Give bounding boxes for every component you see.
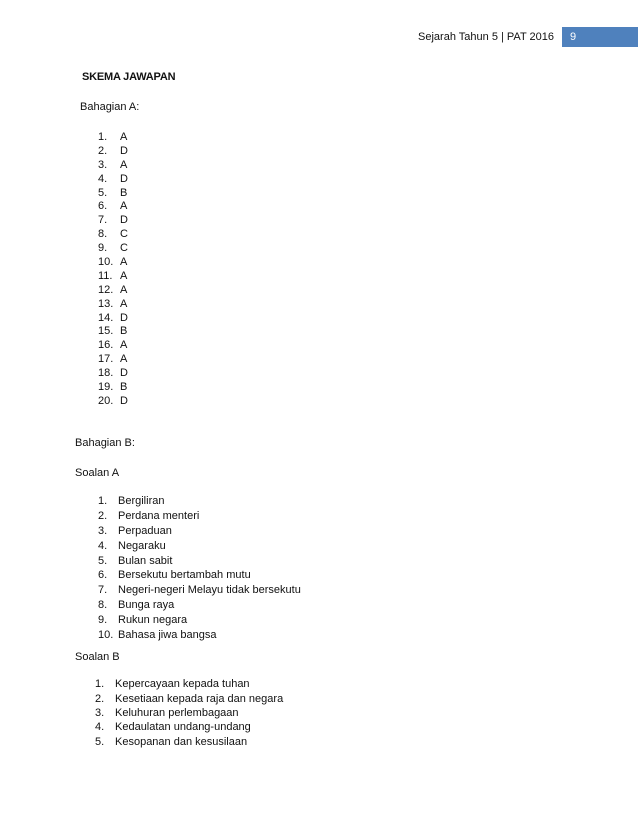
item-text: B [120, 186, 128, 199]
soalan-a-heading: Soalan A [75, 467, 120, 479]
item-text: Negeri-negeri Melayu tidak bersekutu [118, 584, 301, 597]
item-number: 2. [95, 692, 105, 705]
item-text: D [120, 367, 128, 380]
soalan-b-heading: Soalan B [75, 651, 120, 663]
list-item [98, 241, 128, 255]
list-item [98, 627, 301, 642]
item-number: 5. [98, 554, 108, 567]
list-item [98, 213, 128, 227]
item-text: B [120, 380, 128, 393]
list-item [98, 324, 128, 338]
item-number: 19. [98, 380, 114, 393]
list-item [98, 199, 128, 213]
item-number: 11. [98, 269, 113, 282]
list-item [98, 352, 128, 366]
list-item [98, 172, 128, 186]
header-title: Sejarah Tahun 5 | PAT 2016 [418, 31, 554, 43]
item-text: C [120, 242, 128, 255]
item-text: Kedaulatan undang-undang [115, 721, 251, 734]
item-text: D [120, 214, 128, 227]
list-item [98, 297, 128, 311]
list-item [98, 568, 301, 583]
list-item [98, 269, 128, 283]
item-number: 2. [98, 144, 108, 157]
item-text: C [120, 228, 128, 241]
item-number: 7. [98, 214, 108, 227]
item-number: 5. [98, 186, 108, 199]
item-number: 2. [98, 510, 108, 523]
item-number: 10. [98, 628, 114, 641]
item-number: 4. [98, 539, 108, 552]
item-text: D [120, 311, 128, 324]
item-text: A [120, 283, 128, 296]
list-item [98, 311, 128, 325]
list-item [98, 583, 301, 598]
list-item [98, 144, 128, 158]
item-text: B [120, 325, 128, 338]
item-number: 3. [98, 524, 108, 537]
item-number: 8. [98, 228, 108, 241]
item-text: A [120, 158, 128, 171]
section-a-heading: Bahagian A: [80, 101, 140, 113]
item-number: 16. [98, 339, 114, 352]
item-number: 9. [98, 242, 108, 255]
item-number: 10. [98, 255, 114, 268]
list-item [95, 691, 283, 705]
item-number: 15. [98, 325, 114, 338]
item-text: Kesopanan dan kesusilaan [115, 735, 248, 748]
document-title: SKEMA JAWAPAN [82, 71, 176, 83]
item-text: A [120, 255, 128, 268]
list-item [98, 186, 128, 200]
item-number: 14. [98, 311, 114, 324]
item-text: Bergiliran [118, 495, 165, 508]
item-text: Kepercayaan kepada tuhan [115, 678, 250, 691]
list-item [98, 255, 128, 269]
list-item [95, 720, 283, 734]
item-text: A [120, 130, 128, 143]
item-number: 5. [95, 735, 105, 748]
list-item [98, 494, 301, 509]
list-item [95, 706, 283, 720]
soalan-a-list [98, 494, 301, 642]
item-text: A [120, 269, 128, 282]
item-number: 7. [98, 584, 108, 597]
item-text: Keluhuran perlembagaan [115, 706, 239, 719]
section-b-heading: Bahagian B: [75, 437, 135, 449]
soalan-b-list [95, 677, 283, 749]
item-text: D [120, 172, 128, 185]
item-text: Bahasa jiwa bangsa [118, 628, 217, 641]
item-text: A [120, 297, 128, 310]
item-number: 1. [95, 678, 105, 691]
item-text: Rukun negara [118, 613, 188, 626]
list-item [98, 380, 128, 394]
item-text: Negaraku [118, 539, 166, 552]
item-number: 3. [98, 158, 108, 171]
list-item [95, 677, 283, 691]
item-number: 6. [98, 569, 108, 582]
list-item [98, 598, 301, 613]
page-number-badge: 9 [562, 27, 638, 47]
item-text: A [120, 339, 128, 352]
item-number: 1. [98, 130, 108, 143]
item-text: Perpaduan [118, 524, 172, 537]
item-number: 18. [98, 367, 114, 380]
item-number: 13. [98, 297, 114, 310]
item-number: 4. [95, 721, 105, 734]
list-item [98, 366, 128, 380]
list-item [98, 394, 128, 408]
item-text: Bulan sabit [118, 554, 173, 567]
list-item [98, 538, 301, 553]
item-number: 1. [98, 495, 108, 508]
item-text: D [120, 394, 128, 407]
item-text: Kesetiaan kepada raja dan negara [115, 692, 284, 705]
list-item [98, 509, 301, 524]
list-item [98, 130, 128, 144]
item-number: 8. [98, 598, 108, 611]
item-text: A [120, 353, 128, 366]
answer-list [98, 130, 128, 408]
list-item [98, 283, 128, 297]
item-number: 3. [95, 706, 105, 719]
item-number: 9. [98, 613, 108, 626]
page-header [418, 27, 638, 47]
list-item [98, 338, 128, 352]
list-item [95, 735, 283, 749]
item-number: 4. [98, 172, 108, 185]
list-item [98, 612, 301, 627]
item-text: Bersekutu bertambah mutu [118, 569, 251, 582]
item-text: Perdana menteri [118, 510, 200, 523]
list-item [98, 553, 301, 568]
item-text: D [120, 144, 128, 157]
list-item [98, 158, 128, 172]
item-text: A [120, 200, 128, 213]
list-item [98, 524, 301, 539]
item-number: 20. [98, 394, 114, 407]
item-number: 6. [98, 200, 108, 213]
item-number: 12. [98, 283, 114, 296]
item-text: Bunga raya [118, 598, 175, 611]
list-item [98, 227, 128, 241]
item-number: 17. [98, 353, 114, 366]
